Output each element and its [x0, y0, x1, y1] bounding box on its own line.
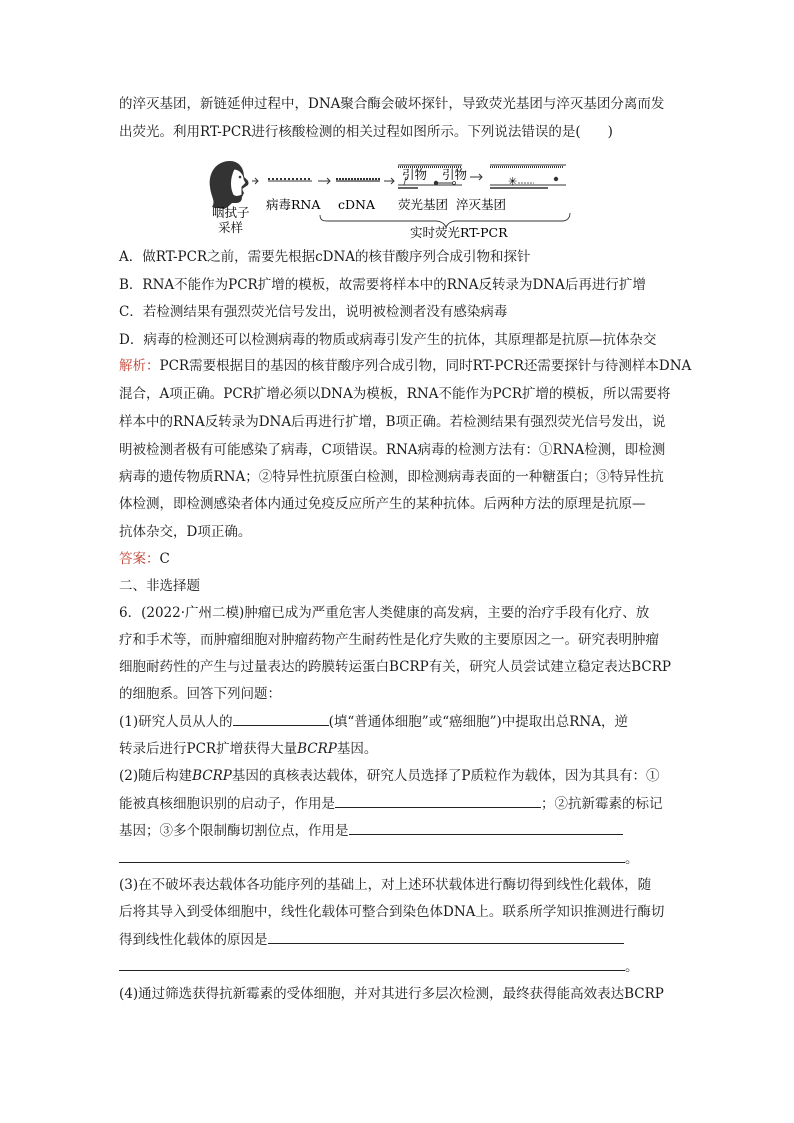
rt-pcr-diagram: [208, 157, 588, 239]
q6-part2: (2)随后构建BCRP基因的真核表达载体，研究人员选择了P质粒作为载体，因为其具有：①: [119, 768, 660, 784]
q6-line: 的细胞系。回答下列问题：: [119, 686, 281, 702]
option-c: C．若检测结果有强烈荧光信号发出，说明被检测者没有感染病毒: [119, 304, 508, 320]
quench-label: 淬灭基团: [456, 197, 507, 212]
analysis-label: 解析：: [119, 358, 160, 374]
primer-label-2: 引物: [442, 167, 468, 182]
q6-part2-cont: 能被真核细胞识别的启动子，作用是 ；②抗新霉素的标记: [119, 796, 663, 812]
fluor-label: 荧光基团: [398, 197, 449, 212]
q6-part4: (4)通过筛选获得抗新霉素的受体细胞，并对其进行多层次检测，最终获得能高效表达BCRP: [119, 986, 664, 1002]
analysis-line: 解析：PCR需要根据目的基因的核苷酸序列合成引物，同时RT-PCR还需要探针与待测样本DNA: [119, 358, 692, 374]
analysis-line: 病毒的遗传物质RNA；②特异性抗原蛋白检测，即检测病毒表面的一种糖蛋白；③特异性抗: [119, 469, 664, 485]
answer-blank[interactable]: [349, 821, 623, 835]
arrow-icon: [470, 174, 482, 180]
q6-part3-cont3: 。: [119, 957, 639, 976]
answer-label: 答案：: [119, 551, 160, 567]
q6-part3: (3)在不破坏表达载体各功能序列的基础上，对上述环状载体进行酶切得到线性化载体，随: [119, 877, 652, 893]
primer-label: 引物: [402, 167, 428, 182]
option-b: B．RNA不能作为PCR扩增的模板，故需要将样本中的RNA反转录为DNA后再进行扩增: [119, 277, 646, 293]
analysis-line: 体检测，即检测感染者体内通过免疫反应所产生的某种抗体。后两种方法的原理是抗原—: [119, 496, 646, 512]
arrow-icon: [318, 178, 330, 184]
answer-blank[interactable]: [268, 930, 624, 944]
person-head-icon: [210, 161, 258, 209]
analysis-line: 混合，A项正确。PCR扩增必须以DNA为模板，RNA不能作为PCR扩增的模板，所以需要将: [119, 386, 671, 402]
q6-line: 6．(2022·广州二模)肿瘤已成为严重危害人类健康的高发病，主要的治疗手段有化疗、放: [119, 605, 650, 621]
answer-blank[interactable]: [233, 712, 329, 726]
q6-part1-cont: 转录后进行PCR扩增获得大量BCRP基因。: [119, 741, 378, 757]
section-heading: 二、非选择题: [119, 578, 200, 594]
q6-part3-cont2: 得到线性化载体的原因是: [119, 930, 624, 949]
answer: [119, 550, 170, 568]
answer-blank[interactable]: [119, 957, 625, 971]
arrow-icon: [384, 178, 394, 184]
q6-line: 疗和手术等，而肿瘤细胞对肿瘤药物产生耐药性是化疗失败的主要原因之一。研究表明肿瘤: [119, 632, 659, 648]
swab-label-2: 采样: [218, 220, 244, 235]
q6-part2-cont3: 。: [119, 849, 639, 868]
bracket-label: 实时荧光RT-PCR: [410, 225, 508, 239]
intro-line: 出荧光。利用RT-PCR进行核酸检测的相关过程如图所示。下列说法错误的是( ): [119, 124, 613, 140]
answer-blank[interactable]: [335, 794, 541, 808]
option-d: D．病毒的检测还可以检测病毒的物质或病毒引发产生的抗体，其原理都是抗原—抗体杂交: [119, 332, 657, 348]
answer-value: C: [159, 551, 170, 567]
analysis-line: 样本中的RNA反转录为DNA后再进行扩增，B项正确。若检测结果有强烈荧光信号发出，说: [119, 414, 666, 430]
q6-part1: (1)研究人员从人的 (填“普通体细胞”或“癌细胞”)中提取出总RNA，逆: [119, 714, 628, 730]
answer-blank[interactable]: [119, 849, 625, 863]
cdna-label: cDNA: [338, 197, 375, 212]
q6-part3-cont: 后将其导入到受体细胞中，线性化载体可整合到染色体DNA上。联系所学知识推测进行酶切: [119, 904, 665, 920]
q6-part2-cont2: 基因；③多个限制酶切割位点，作用是: [119, 821, 623, 840]
fluorescence-star-icon: ✳: [508, 175, 518, 188]
q6-line: 细胞耐药性的产生与过量表达的跨膜转运蛋白BCRP有关，研究人员尝试建立稳定表达BCRP: [119, 659, 671, 675]
intro-line: 的淬灭基团，新链延伸过程中，DNA聚合酶会破坏探针，导致荧光基团与淬灭基团分离而发: [119, 96, 665, 112]
rna-label: 病毒RNA: [266, 197, 321, 212]
analysis-line: 明被检测者极有可能感染了病毒，C项错误。RNA病毒的检测方法有：①RNA检测，即检测: [119, 442, 666, 458]
option-a: A．做RT-PCR之前，需要先根据cDNA的核苷酸序列合成引物和探针: [119, 249, 531, 265]
swab-label: 咽拭子: [212, 205, 250, 220]
analysis-line: 抗体杂交，D项正确。: [119, 524, 252, 540]
